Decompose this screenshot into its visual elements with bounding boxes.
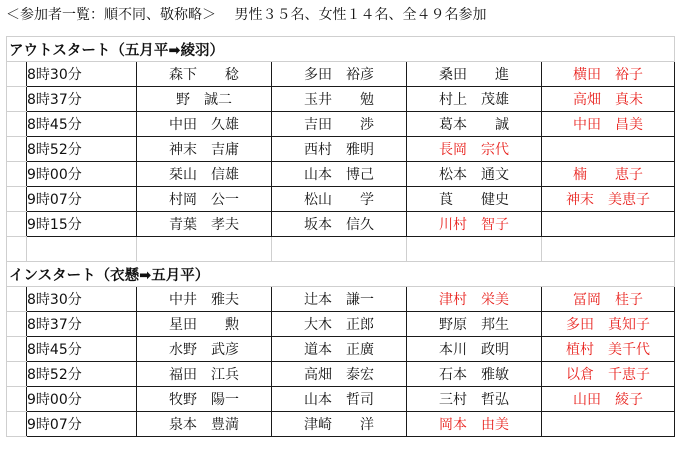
row-margin-cell [7,62,27,87]
player-name-male: 高畑 泰宏 [272,362,407,387]
header-note: ＜参加者一覧：順不同、敬称略＞ [6,7,216,23]
player-name-female: 神末 美恵子 [542,187,675,212]
player-name-male: 山本 博己 [272,162,407,187]
section-header-row [7,262,675,287]
section-spacer-row [7,237,675,262]
participant-counts: 男性３５名、女性１４名、全４９名参加 [234,7,487,23]
tee-time-row [7,112,675,137]
tee-time: 8時52分 [27,362,137,387]
tee-time-row [7,162,675,187]
player-name-female: 中田 昌美 [542,112,675,137]
section-header-blank [272,262,675,287]
player-name-male: 多田 裕彦 [272,62,407,87]
player-name-male: 泉本 豊満 [137,412,272,437]
row-margin-cell [7,312,27,337]
tee-time: 8時45分 [27,337,137,362]
player-name-male: 松山 学 [272,187,407,212]
empty-cell [27,237,137,262]
tee-time: 9時07分 [27,187,137,212]
player-name-male: 坂本 信久 [272,212,407,237]
player-name-male: 中井 雅夫 [137,287,272,312]
row-margin-cell [7,287,27,312]
player-name-female: 冨岡 桂子 [542,287,675,312]
player-name-male: 水野 武彦 [137,337,272,362]
row-margin-cell [7,362,27,387]
player-name-male: 莨 健史 [407,187,542,212]
tee-time-row [7,137,675,162]
player-name-female: 植村 美千代 [542,337,675,362]
empty-cell [407,237,542,262]
row-margin-cell [7,112,27,137]
player-name-male: 桑田 進 [407,62,542,87]
player-name-male: 西村 雅明 [272,137,407,162]
player-name-male: 大木 正郎 [272,312,407,337]
tee-time-row [7,62,675,87]
player-name-male: 栞山 信雄 [137,162,272,187]
tee-time-table [6,36,675,437]
player-name-male: 山本 哲司 [272,387,407,412]
row-margin-cell [7,137,27,162]
tee-time: 9時07分 [27,412,137,437]
player-name-male: 牧野 陽一 [137,387,272,412]
player-name-male: 野 誠二 [137,87,272,112]
player-name-female: 横田 裕子 [542,62,675,87]
empty-cell [272,237,407,262]
player-name-male: 青葉 孝夫 [137,212,272,237]
player-name-male: 本川 政明 [407,337,542,362]
row-margin-cell [7,212,27,237]
section-header-blank [272,37,675,62]
section-title: アウトスタート（五月平➡綾羽） [7,37,272,62]
tee-time: 8時45分 [27,112,137,137]
player-name-male: 福田 江兵 [137,362,272,387]
tee-time-row [7,387,675,412]
player-name-female: 楠 恵子 [542,162,675,187]
player-name-male: 村岡 公一 [137,187,272,212]
empty-cell [137,237,272,262]
row-margin-cell [7,412,27,437]
player-name-male: 神末 吉庸 [137,137,272,162]
player-name-male: 石本 雅敏 [407,362,542,387]
row-margin-cell [7,162,27,187]
tee-time: 8時37分 [27,87,137,112]
player-name-female: 津村 栄美 [407,287,542,312]
player-name-male: 辻本 謙一 [272,287,407,312]
player-name-male: 玉井 勉 [272,87,407,112]
player-name-female: 山田 綾子 [542,387,675,412]
player-name-female: 岡本 由美 [407,412,542,437]
row-margin-cell [7,187,27,212]
empty-cell [542,237,675,262]
tee-time-row [7,287,675,312]
player-name-male: 森下 稔 [137,62,272,87]
empty-slot [542,212,675,237]
tee-time: 8時30分 [27,62,137,87]
player-name-female: 以倉 千恵子 [542,362,675,387]
player-name-male: 村上 茂雄 [407,87,542,112]
tee-time: 9時00分 [27,162,137,187]
player-name-male: 松本 通文 [407,162,542,187]
tee-time: 9時00分 [27,387,137,412]
player-name-female: 長岡 宗代 [407,137,542,162]
tee-time-row [7,87,675,112]
row-margin-cell [7,387,27,412]
tee-time-row [7,412,675,437]
tee-time: 8時30分 [27,287,137,312]
player-name-male: 三村 哲弘 [407,387,542,412]
tee-time: 8時52分 [27,137,137,162]
tee-time: 8時37分 [27,312,137,337]
player-name-male: 葛本 誠 [407,112,542,137]
empty-slot [542,137,675,162]
tee-time: 9時15分 [27,212,137,237]
tee-time-row [7,337,675,362]
tee-time-row [7,187,675,212]
player-name-female: 川村 智子 [407,212,542,237]
empty-cell [7,237,27,262]
row-margin-cell [7,87,27,112]
player-name-male: 吉田 渉 [272,112,407,137]
empty-slot [542,412,675,437]
player-name-male: 津崎 洋 [272,412,407,437]
row-margin-cell [7,337,27,362]
player-name-female: 多田 真知子 [542,312,675,337]
tee-time-row [7,362,675,387]
player-name-male: 道本 正廣 [272,337,407,362]
player-name-male: 野原 邦生 [407,312,542,337]
page-header [6,4,486,26]
tee-time-row [7,312,675,337]
player-name-male: 星田 勲 [137,312,272,337]
section-header-row [7,37,675,62]
section-title: インスタート（衣懸➡五月平） [7,262,272,287]
player-name-female: 高畑 真未 [542,87,675,112]
tee-time-row [7,212,675,237]
player-name-male: 中田 久雄 [137,112,272,137]
